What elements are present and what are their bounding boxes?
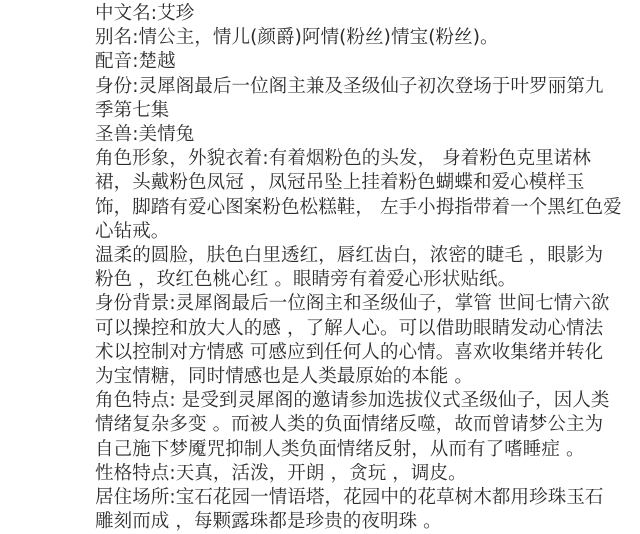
text-line-appearance: 角色形象，外貌衣着:有着烟粉色的头发， 身着粉色克里诺林 (95, 148, 591, 170)
text-line-sacred-beast: 圣兽:美情兔 (95, 124, 195, 146)
text-line-background-cont-2: 术以控制对方情感 可感应到任何人的心情。喜欢收集绪并转化 (95, 341, 604, 363)
text-line-residence-cont: 雕刻而成 ，每颗露珠都是珍贵的夜明珠 。 (95, 511, 442, 533)
text-line-traits-cont-1: 情绪复杂多变 。而被人类的负面情绪反噬，故而曾请梦公主为 (95, 414, 604, 436)
text-line-alias: 别名:情公主，情儿(颜爵)阿情(粉丝)情宝(粉丝)。 (95, 27, 499, 49)
text-line-background: 身份背景:灵犀阁最后一位阁主和圣级仙子，掌管 世间七情六欲 (95, 293, 610, 315)
text-line-personality: 性格特点:天真，活泼，开朗 ，贪玩 ，调皮。 (95, 462, 467, 484)
text-line-identity-cont: 季第七集 (95, 99, 170, 121)
text-line-identity: 身份:灵犀阁最后一位阁主兼及圣级仙子初次登场于叶罗丽第九 (95, 75, 604, 97)
document-body (95, 2, 635, 534)
text-line-residence: 居住场所:宝石花园一情语塔，花园中的花草树木都用珍珠玉石 (95, 487, 604, 509)
text-line-background-cont-1: 可以操控和放大人的感 ，了解人心。可以借助眼睛发动心情法 (95, 317, 604, 339)
text-line-chinese-name: 中文名:艾珍 (95, 3, 195, 24)
text-line-appearance-cont-3: 心钻戒。 (95, 220, 170, 242)
text-line-appearance-cont-2: 饰，脚踏有爱心图案粉色松糕鞋， 左手小拇指带着一个黑红色爱 (95, 196, 622, 218)
text-line-background-cont-3: 为宝情糖，同时情感也是人类最原始的本能 。 (95, 366, 473, 388)
text-line-appearance-cont-1: 裙，头戴粉色凤冠 ，凤冠吊坠上挂着粉色蝴蝶和爱心模样玉 (95, 172, 585, 194)
text-line-voice-actor: 配音:楚越 (95, 51, 176, 73)
text-line-traits: 角色特点: 是受到灵犀阁的邀请参加选拔仪式圣级仙子，因人类 (95, 390, 610, 412)
text-line-traits-cont-2: 自己施下梦魇咒抑制人类负面情绪反射，从而有了嗜睡症 。 (95, 438, 585, 460)
text-line-face: 温柔的圆脸，肤色白里透红，唇红齿白，浓密的睫毛 ，眼影为 (95, 245, 604, 267)
text-line-face-cont: 粉色 ，玫红色桃心红 。眼睛旁有着爱心形状贴纸。 (95, 269, 517, 291)
